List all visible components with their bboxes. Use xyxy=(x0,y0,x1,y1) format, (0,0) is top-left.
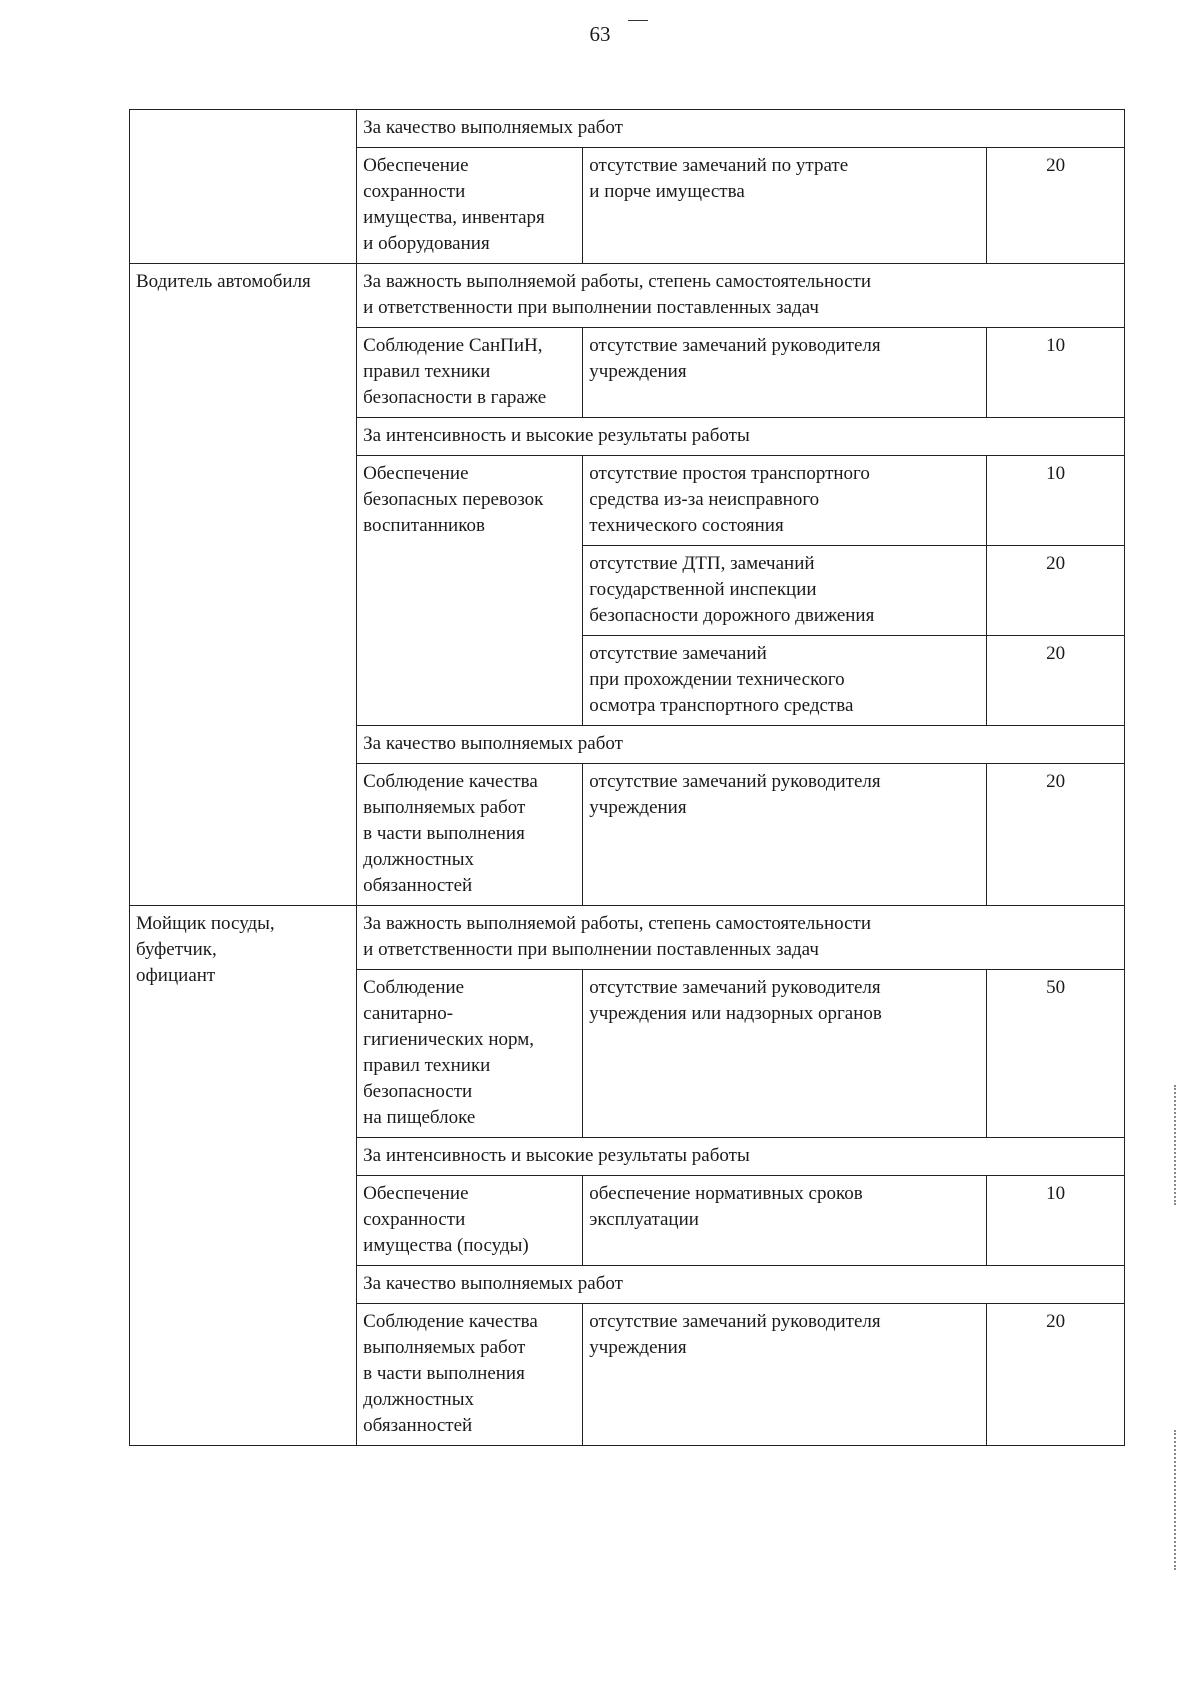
points-cell: 10 xyxy=(987,456,1125,546)
position-name-cell: Водитель автомобиля xyxy=(130,264,357,906)
indicator-cell: Соблюдение качества выполняемых работ в части выполнения должностных обязанностей xyxy=(357,764,583,906)
category-title-cell: За важность выполняемой работы, степень самостоятельности и ответственности при выполнении поставленных задач xyxy=(357,264,1125,328)
category-row xyxy=(130,906,1125,970)
category-title-cell: За интенсивность и высокие результаты работы xyxy=(357,1138,1125,1176)
indicator-cell: Соблюдение СанПиН, правил техники безопасности в гараже xyxy=(357,328,583,418)
criteria-table xyxy=(129,109,1125,1446)
indicator-cell: Соблюдение качества выполняемых работ в части выполнения должностных обязанностей xyxy=(357,1304,583,1446)
points-cell: 20 xyxy=(987,148,1125,264)
page-number-overline xyxy=(628,20,648,21)
criterion-cell: отсутствие замечаний при прохождении технического осмотра транспортного средства xyxy=(583,636,987,726)
criterion-cell: отсутствие замечаний руководителя учреждения xyxy=(583,764,987,906)
category-title-cell: За важность выполняемой работы, степень самостоятельности и ответственности при выполнении поставленных задач xyxy=(357,906,1125,970)
criterion-cell: отсутствие простоя транспортного средства из-за неисправного технического состояния xyxy=(583,456,987,546)
category-row xyxy=(130,264,1125,328)
scan-edge-dots xyxy=(1174,1430,1180,1570)
criterion-cell: отсутствие замечаний по утрате и порче имущества xyxy=(583,148,987,264)
page-number: 63 xyxy=(589,22,611,46)
category-row xyxy=(130,110,1125,148)
category-title-cell: За качество выполняемых работ xyxy=(357,1266,1125,1304)
points-cell: 20 xyxy=(987,636,1125,726)
scan-edge-dots xyxy=(1174,1085,1180,1205)
criterion-cell: отсутствие замечаний руководителя учреждения xyxy=(583,328,987,418)
points-cell: 20 xyxy=(987,546,1125,636)
points-cell: 10 xyxy=(987,328,1125,418)
category-title-cell: За качество выполняемых работ xyxy=(357,726,1125,764)
indicator-cell: Обеспечение сохранности имущества (посуды) xyxy=(357,1176,583,1266)
points-cell: 20 xyxy=(987,1304,1125,1446)
points-cell: 50 xyxy=(987,970,1125,1138)
points-cell: 10 xyxy=(987,1176,1125,1266)
indicator-cell: Обеспечение безопасных перевозок воспитанников xyxy=(357,456,583,726)
position-name-cell xyxy=(130,110,357,264)
indicator-cell: Обеспечение сохранности имущества, инвентаря и оборудования xyxy=(357,148,583,264)
category-title-cell: За качество выполняемых работ xyxy=(357,110,1125,148)
points-cell: 20 xyxy=(987,764,1125,906)
criterion-cell: отсутствие замечаний руководителя учреждения xyxy=(583,1304,987,1446)
criterion-cell: отсутствие замечаний руководителя учреждения или надзорных органов xyxy=(583,970,987,1138)
criterion-cell: обеспечение нормативных сроков эксплуатации xyxy=(583,1176,987,1266)
position-name-cell: Мойщик посуды, буфетчик, официант xyxy=(130,906,357,1446)
indicator-cell: Соблюдение санитарно- гигиенических норм, правил техники безопасности на пищеблоке xyxy=(357,970,583,1138)
criterion-cell: отсутствие ДТП, замечаний государственной инспекции безопасности дорожного движения xyxy=(583,546,987,636)
category-title-cell: За интенсивность и высокие результаты работы xyxy=(357,418,1125,456)
